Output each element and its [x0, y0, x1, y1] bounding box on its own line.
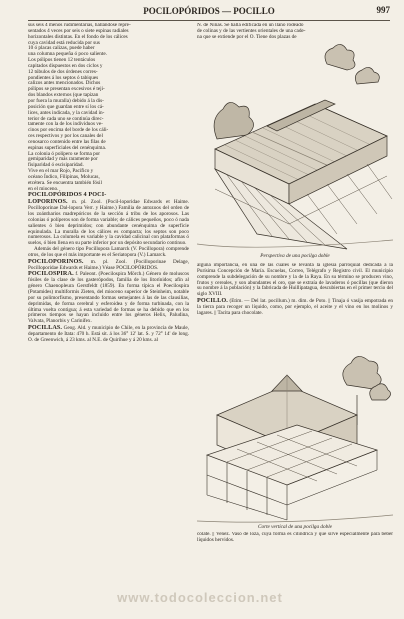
text-line: una columna pequeña ó poco saliente. [28, 51, 107, 58]
running-title: POCILOPÓRIDOS — POCILLO [143, 6, 275, 16]
text-line: espinas superficiales del cenénquima. [28, 144, 107, 151]
text-line: La colonia ó polípero se forma por [28, 150, 101, 157]
text-line: Los pólipos tienen 12 tentáculos [28, 57, 96, 64]
text-line: fisiparidad ó escisiparidad. [28, 162, 84, 169]
text-line: dos blandos externos (que tapizan [28, 92, 99, 99]
text-line: horizontales distintas. En el fondo de los cálices [28, 33, 128, 40]
left-column [28, 23, 189, 583]
figure-perspective-pigsty [197, 44, 393, 252]
entry-pocillas [28, 325, 189, 344]
text-line: por fuera la muralla) debido á la dis- [28, 97, 104, 104]
watermark: www.todocoleccion.net [117, 590, 283, 605]
text-line: ces respectivos y por los canales del [28, 133, 103, 140]
text-line: cenosarco contenido entre las filas de [28, 138, 106, 145]
pocillas-description: alguna importancia, en una de las cuales se levanta la iglesia parroquial dedicada á la Purísima Concepción de María. Escuelas, Correo, Telégrafo y Registro civil. El municipio comprende la subdelegación de su nombre y la de la Raya. En su término se producen vino, frutos y cereales, y son abundantes el oro, que se extraía de lavaderos ó pocillas (que dieron su nombre á la población) y la fabricada de Huillipatagua, descubiertas en el primer tercio del siglo XVIII. [197, 263, 393, 298]
figure-section-pigsty [197, 345, 393, 523]
text-line: lices, antes indicada, y la cavidad in- [28, 109, 105, 116]
pigsty-section-illustration [197, 345, 393, 523]
text-line: de colinas y de las vertientes orientales de una cade- [197, 27, 306, 34]
pocillopora-continuation [28, 23, 189, 192]
text-line: tamente con la de los individuos ve- [28, 121, 103, 128]
figure2-caption: Corte vertical de una pocilga doble [258, 524, 332, 530]
text-line: en el mioceno. [28, 185, 59, 192]
page-header [28, 2, 390, 20]
header-rule [28, 20, 390, 21]
text-line: N. de Ñiñas. Se halla edificada en un llano rodeado [197, 23, 304, 28]
text-line: sentados 4 veces por seis o siete espinas radiales [28, 27, 129, 34]
text-line: posición que guardan entre sí los cá- [28, 103, 104, 110]
text-line: capitados dispuestos en dos ciclos y [28, 62, 103, 69]
text-line: 12 túbulos de dos órdenes corres- [28, 68, 98, 75]
text-line: na que se extiende por el O. Tiene dos plazas de [197, 33, 297, 40]
text-line: gemiparidad y más raramente por [28, 156, 98, 163]
text-line: cuya cavidad está reducida por sus [28, 39, 100, 46]
headword: POCILLAS. [28, 324, 63, 332]
text-line: etcétera. Se encuentra también fósil [28, 179, 102, 186]
right-column-top [197, 23, 393, 43]
text-line: pondientes á los septos ó tabiques [28, 74, 99, 81]
text-line: pólipos se presentan excesivos é teji- [28, 86, 105, 93]
headword: POCILLO. [197, 297, 228, 305]
entry-pocilospira [28, 271, 189, 325]
entry-pociloporidos-tail: Además del género tipo Pocillopora Lamarck (V. Pocillopora) comprende otros, de los que el más importante es el Seriatopora (V.) Lamarck. [28, 246, 189, 258]
entry-body: m. pl. Zool. (Pocilloporinae Delage, Pocilloporidae Edwards et Haime.) Véase POCILOPÓRIDOS. [28, 258, 189, 271]
figure1-caption: Perspectiva de una pocilga doble [260, 253, 330, 259]
entry-pocillo [197, 298, 393, 317]
page-number: 997 [376, 5, 390, 15]
entry-body: Geog. Ald. y municipio de Chile, en la provincia de Maule, departamento de Itata: 470 h. Está sit. á los 36° 12' lat. S. y 72° 14' de long. O. de Greenwich, á 23 kms. al N.E. de Quirihue y á 20 kms. al [28, 325, 189, 343]
pocillo-continuation: colate. || Venez. Vaso de loza, cuya forma es cilíndrica y que sirve especialmente para beber líquidos hervidos. [197, 532, 393, 543]
text-line: 10 ó placas calizas, puede haber [28, 45, 95, 52]
right-column-middle [197, 263, 393, 343]
pocillas-continuation [197, 23, 393, 41]
headword: POCILOSPIRA. [28, 270, 74, 278]
entry-body: f. Paleont. (Poecilospira Mörch.) Género de moluscos fósiles de la clase de los gasterópodos, familia de los litorínidos; afín al género Chaenopleura Gerstfeldt (1859). En forma típica el Poecilospira (Potamides) multiformis Zieten, del mioceno superior de Steinheim, notable por su polimorfismo, presentando formas semejantes á las de las clausilias, deprimidas, de forma cerebral y esferoidea y de forma turbinada, con la última vuelta contigua; á esta variedad de formas se ha debido que en los primeros tiempos se hayan incluido entre los géneros Helix, Paludina, Valvata, Planorbis y Carinifex. [28, 271, 189, 325]
text-line: Vive en el mar Rojo, Pacífico y [28, 168, 94, 175]
entry-body: m. pl. Zool. (Pocil-loporidae Edwards et Haime. Pocilloporinae Dal-lopora Verr. y Haime.) Familia de antozoos del orden de los zoántharios madrepóricos de la sección á tribu de los aporosos. Las colonias ó políperos son de forma variable; de cálices pequeños, poco ó nada salientes ó bien deprimidos; con abundante cenénquima de superficie equinulada. La muralla de los cálices es compacta; los septos son poco numerosos. La columela es variable y la cavidad calicinal con plataformas ó suelos, ó bien llena en su parte inferior por un depósito secundario continuo. [28, 199, 189, 247]
text-line: sus seis 4 menos rudimentarias, hallándose repre- [28, 23, 131, 28]
headword-cont: LOPORINOS. [28, 198, 68, 206]
pigsty-perspective-illustration [197, 44, 393, 252]
text-line: calizos antes mencionados. Dichos [28, 80, 101, 87]
headword: POCILOPÓRIDOS 4 POCI- [28, 191, 107, 199]
headword: POCILOPORINOS. [28, 257, 84, 265]
entry-body: (Etim. — Del lat. pocillum.) m. dim. de Poto. || Tinaja ó vasija empotrada en la tierra para recoger un líquido, como, por ejemplo, el aceite y el vino en los molinos y lagares. || Tacita para chocolate. [197, 298, 393, 316]
right-column-bottom [197, 532, 393, 556]
text-line: cinos por encima del borde de los cáli- [28, 127, 109, 134]
entry-pociloporidos [28, 192, 189, 247]
text-line: océano Índico, Filipinas, Molucas, [28, 173, 100, 180]
text-line: terior de cada uno se continúa direc- [28, 115, 104, 122]
